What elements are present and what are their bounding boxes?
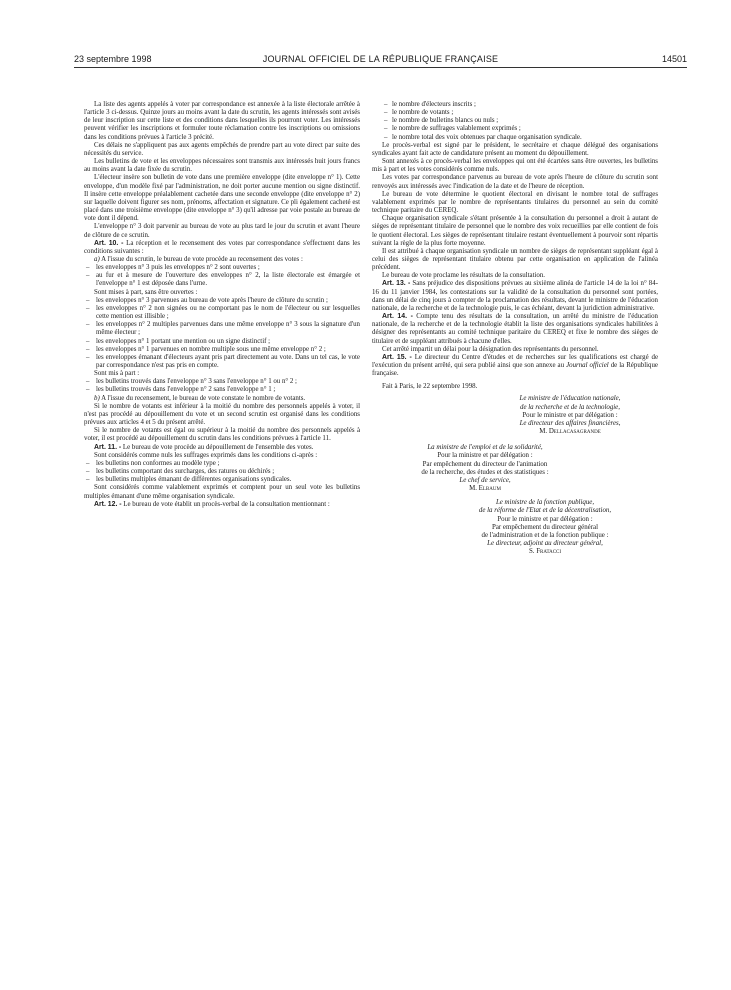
article-15: Art. 15. - Le directeur du Centre d'études et de recherches sur les qualifications est chargé de l'exécution du présent arrêté, qui sera publié ainsi que son annexe au Journal officiel de la République française. [372,353,658,378]
paragraph: Les bulletins de vote et les enveloppes nécessaires sont transmis aux intéressés huit jours francs au moins avant la date fixée du scrutin. [84,158,360,174]
list-item: – le nombre de votants ; [384,109,454,117]
list-item: – les enveloppes n° 3 puis les enveloppes n° 2 sont ouvertes ; [86,264,260,272]
list-item: – le nombre total des voix obtenues par chaque organisation syndicale. [384,133,582,141]
paragraph: Les votes par correspondance parvenus au bureau de vote après l'heure de clôture du scrutin sont renvoyés aux intéressés avec l'indication de la date et de l'heure de réception. [372,174,658,190]
paragraph: Sont considérés comme nuls les suffrages exprimés dans les conditions ci-après : [94,451,318,459]
article-label: Art. 12. - [94,500,122,508]
journal-title: JOURNAL OFFICIEL DE LA RÉPUBLIQUE FRANÇAISE [262,54,499,64]
header-date: 23 septembre 1998 [74,54,152,64]
signature-block-fonction-publique: Le ministre de la fonction publique, de la réforme de l'Etat et de la décentralisation, Pour le ministre et par délégation : Par empêchement du directeur général de l'administration et de la fonction publique : Le directeur, adjoint au directeur général, S. Fratacci [372,499,658,556]
list-item: – les enveloppes n° 2 multiples parvenues dans une même enveloppe n° 3 sous la signature d'un même électeur ; [86,321,360,337]
page-number: 14501 [661,54,687,64]
paragraph: Le procès-verbal est signé par le président, le secrétaire et chaque délégué des organisations syndicales ayant fait acte de candidature présent au moment du dépouillement. [372,141,658,157]
paragraph: Cet arrêté impartit un délai pour la désignation des représentants du personnel. [382,345,599,353]
list-item: – les bulletins comportant des surcharges, des ratures ou déchirés ; [86,468,275,476]
header-rule [74,67,687,68]
article-label: Art. 10. - [94,239,124,247]
paragraph: L'enveloppe n° 3 doit parvenir au bureau de vote au plus tard le jour du scrutin et avant l'heure de clôture de ce scrutin. [84,223,360,239]
left-column [84,101,360,509]
list-item: – les bulletins non conformes au modèle type ; [86,459,220,467]
signature-block-education: Le ministre de l'éducation nationale, de la recherche et de la technologie, Pour le ministre et par délégation : Le directeur des affaires financières, M. Dellacasagrande [372,395,658,436]
list-item: – les enveloppes n° 1 parvenues en nombre multiple sous une même enveloppe n° 2 ; [86,345,326,353]
article-10: Art. 10. - La réception et le recensement des votes par correspondance s'effectuent dans les conditions suivantes : [84,239,361,255]
signatory-name: M. Dellacasagrande [539,428,601,436]
list-item: – le nombre de bulletins blancs ou nuls ; [384,117,499,125]
list-item: – les enveloppes n° 2 non signées ou ne comportant pas le nom de l'électeur ou sur lesquelles cette mention est illisible ; [86,304,360,321]
paragraph: Sont annexés à ce procès-verbal les enveloppes qui ont été écartées sans être ouvertes, les bulletins mis à part et les votes considérés comme nuls. [372,158,658,174]
paragraph: Le bureau de vote proclame les résultats de la consultation. [382,272,546,280]
paragraph: Chaque organisation syndicale s'étant présentée à la consultation du personnel a droit à autant de sièges de représentant titulaire de personnel que le nombre des voix recueillies par elle contient de fois le quotient électoral. Les sièges de représentant titulaire restant éventuellement à pourvoir sont répartis suivant la règle de la plus forte moyenne. [372,215,658,247]
article-11: Art. 11. - Le bureau de vote procède au dépouillement de l'ensemble des votes. [94,443,314,451]
list-item: – les enveloppes émanant d'électeurs ayant pris part directement au vote. Dans un tel cas, le vote par correspondance n'est pas pris en compte. [86,353,360,369]
signatory-name: S. Fratacci [528,548,562,556]
list-item: – les enveloppes n° 1 portant une mention ou un signe distinctif ; [86,337,271,345]
article-13: Art. 13. - Sans préjudice des dispositions prévues au sixième alinéa de l'article 14 de la loi n° 84-16 du 11 janvier 1984, les contestations sur la validité de la consultation du personnel sont portées, dans un délai de cinq jours à compter de la proclamation des résultats, devant le ministre de l'éducation nationale, de la recherche et de la technologie puis, le cas échéant, devant la juridiction administrative. [372,280,658,312]
list-item: – le nombre d'électeurs inscrits ; [384,101,476,108]
list-item: – les bulletins trouvés dans l'enveloppe n° 2 sans l'enveloppe n° 1 ; [86,386,276,394]
clause-b: b) A l'issue du recensement, le bureau de vote constate le nombre de votants. [94,394,306,402]
article-12: Art. 12. - Le bureau de vote établit un procès-verbal de la consultation mentionnant : [94,500,330,508]
right-column [372,101,658,556]
paragraph: Sont mis à part : [94,370,140,378]
paragraph: Sont mises à part, sans être ouvertes : [94,288,198,296]
article-label: Art. 11. - [94,443,122,451]
paragraph: Le bureau de vote détermine le quotient électoral en divisant le nombre total de suffrages valablement exprimés par le nombre de représentants titulaires du personnel au sein du comité technique paritaire du CEREQ. [372,190,658,215]
list-item: – les bulletins trouvés dans l'enveloppe n° 3 sans l'enveloppe n° 1 ou n° 2 ; [86,378,297,386]
signatory-name: M. Elbaum [469,485,501,493]
paragraph: Ces délais ne s'appliquent pas aux agents empêchés de prendre part au vote direct par suite des nécessités du service. [84,141,360,157]
running-header [74,54,687,68]
paragraph: Si le nombre de votants est inférieur à la moitié du nombre des personnels appelés à voter, il n'est pas procédé au dépouillement du vote et un second scrutin est organisé dans les conditions prévues aux articles 4 et 5 du présent arrêté. [84,402,360,427]
article-label: Art. 14. - [382,313,413,321]
list-item: – les enveloppes n° 3 parvenues au bureau de vote après l'heure de clôture du scrutin ; [86,296,328,304]
clause-a: a) A l'issue du scrutin, le bureau de vote procède au recensement des votes : [94,255,303,263]
paragraph: L'électeur insère son bulletin de vote dans une première enveloppe (dite enveloppe n° 1). Cette enveloppe, d'un modèle fixé par l'administration, ne doit porter aucune mention ou signe distinctif. Il insère cette enveloppe préalablement cachetée dans une seconde enveloppe (dite enveloppe n° 2) sur laquelle doivent figurer ses nom, prénoms, affectation et signature. Ce pli également cacheté est placé dans une troisième enveloppe (dite enveloppe n° 3) qu'il adresse par voie postale au bureau de vote dont il dépend. [84,174,360,223]
list-item: – les bulletins multiples émanant de différentes organisations syndicales. [86,476,292,484]
signature-block-emploi: La ministre de l'emploi et de la solidarité, Pour la ministre et par délégation : Par empêchement du directeur de l'animation de la recherche, des études et des statistiques : Le chef de service, M. Elbaum [372,444,658,493]
article-label: Art. 13. - [382,280,411,288]
paragraph: Si le nombre de votants est égal ou supérieur à la moitié du nombre des personnels appelés à voter, il est procédé au dépouillement du scrutin dans les conditions prévues à l'article 11. [84,427,360,443]
fait-a-paris: Fait à Paris, le 22 septembre 1998. [382,383,478,391]
article-label: Art. 15. - [382,353,412,361]
paragraph: La liste des agents appelés à voter par correspondance est annexée à la liste électorale arrêtée à l'article 3 ci-dessus. Quinze jours au moins avant la date du scrutin, les agents intéressés sont avisés de leur inscription sur cette liste et des conditions dans lesquelles ils pourront voter. Les intéressés peuvent vérifier les inscriptions et formuler toute réclamation contre les inscriptions ou omissions dans les conditions prévues à l'article 3 précité. [84,101,360,141]
list-item: – au fur et à mesure de l'ouverture des enveloppes n° 2, la liste électorale est émargée et l'enveloppe n° 1 est déposée dans l'urne. [86,272,360,288]
list-item: – le nombre de suffrages valablement exprimés ; [384,125,521,133]
paragraph: Sont considérés comme valablement exprimés et comptent pour un seul vote les bulletins multiples émanant d'une même organisation syndicale. [84,484,360,500]
article-14: Art. 14. - Compte tenu des résultats de la consultation, un arrêté du ministre de l'éducation nationale, de la recherche et de la technologie établit la liste des organisations syndicales habilitées à désigner des représentants au comité technique paritaire du CEREQ et fixe le nombre des sièges de titulaire et de suppléant attribués à chacune d'elles. [372,313,658,345]
paragraph: Il est attribué à chaque organisation syndicale un nombre de sièges de représentant suppléant égal à celui des sièges de représentant titulaire obtenu par cette organisation en application de l'alinéa précédent. [372,247,658,272]
